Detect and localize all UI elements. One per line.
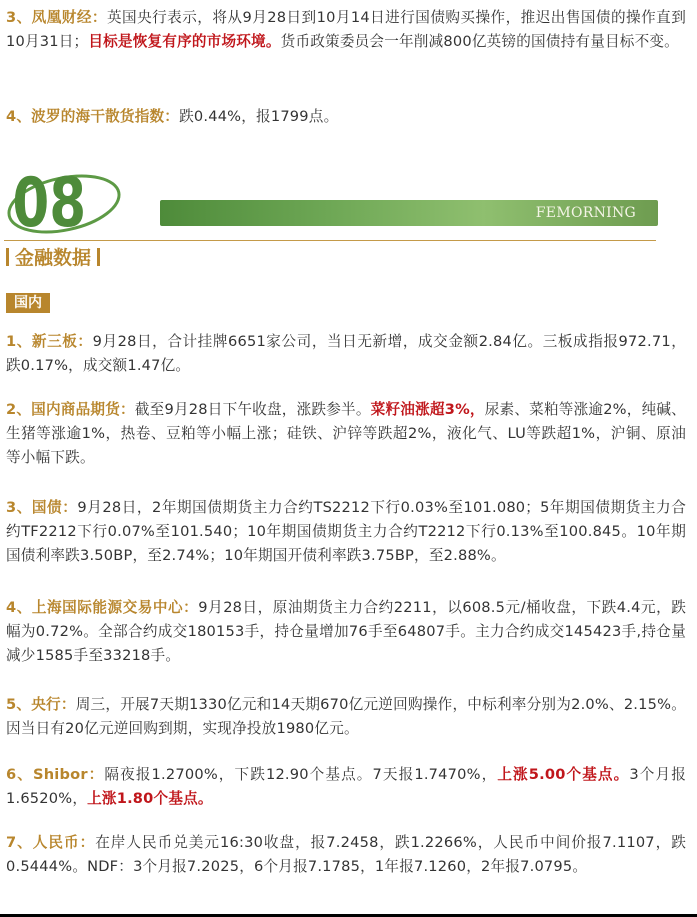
- title-bar-right: [97, 248, 100, 266]
- section-title-text: 金融数据: [15, 247, 92, 269]
- title-bar-left: [6, 248, 9, 266]
- item-highlight: 上涨5.00个基点。: [497, 766, 630, 783]
- item-text: 隔夜报1.2700%，下跌12.90个基点。7天报1.7470%，: [104, 766, 498, 783]
- banner-bar: [160, 200, 658, 226]
- list-item: [6, 398, 686, 470]
- item-text: 9月28日，原油期货主力合约2211，以608.5元/桶收盘，下跌4.4元，跌幅为0.72%。全部合约成交180153手，持仓量增加76手至64807手。主力合约成交145423手,持仓量减少1585手至33218手。: [6, 599, 686, 664]
- item-text: 货币政策委员会一年削减800亿英镑的国债持有量目标不变。: [280, 33, 679, 50]
- item-lead: 4、波罗的海干散货指数：: [6, 108, 180, 125]
- item-baltic: [6, 105, 686, 129]
- item-text: 尿素、菜粕等涨逾2%，纯碱、生猪等涨逾1%，热卷、豆粕等小幅上涨；硅铁、沪锌等跌超2%，液化气、LU等跌超1%，沪铜、原油等小幅下跌。: [6, 401, 686, 466]
- divider: [4, 240, 656, 241]
- list-item: [6, 596, 686, 668]
- list-item: [6, 831, 686, 879]
- banner-brand-text: FEMORNING: [535, 205, 636, 221]
- item-highlight: 目标是恢复有序的市场环境。: [88, 33, 281, 50]
- item-highlight: 上涨1.80个基点。: [87, 790, 213, 807]
- item-lead: 3、凤凰财经：: [6, 9, 107, 26]
- item-lead: 5、央行：: [6, 696, 76, 713]
- item-text: 9月28日，合计挂牌6651家公司，当日无新增，成交金额2.84亿。三板成指报972.71，跌0.17%，成交额1.47亿。: [6, 333, 686, 374]
- list-item: [6, 763, 686, 811]
- category-tag: 国内: [6, 293, 50, 313]
- item-text: 3个月报1.6520%，: [6, 766, 686, 807]
- section-number: 08: [12, 163, 87, 238]
- item-lead: 4、上海国际能源交易中心：: [6, 599, 199, 616]
- item-text: 在岸人民币兑美元16:30收盘，报7.2458，跌1.2266%，人民币中间价报7.1107，跌0.5444%。NDF：3个月报7.2025，6个月报7.1785，1年报7.1260，2年报7.0795。: [6, 834, 687, 875]
- item-highlight: 菜籽油涨超3%，: [370, 401, 485, 418]
- list-item: [6, 330, 686, 378]
- item-fenghuang: [6, 6, 686, 54]
- item-text: 截至9月28日下午收盘，涨跌参半。: [134, 401, 371, 418]
- list-item: [6, 693, 686, 741]
- item-lead: 7、人民币：: [6, 834, 96, 851]
- item-text: 9月28日，2年期国债期货主力合约TS2212下行0.03%至101.080；5年期国债期货主力合约TF2212下行0.07%至101.540；10年期国债期货主力合约T2212下行0.13%至100.845。10年期国债利率跌3.50BP，至2.74%；10年期国开债利率跌3.75BP，至2.88%。: [6, 499, 686, 564]
- item-text: 跌0.44%，报1799点。: [179, 108, 339, 125]
- section-banner: [4, 160, 656, 246]
- item-lead: 2、国内商品期货：: [6, 401, 135, 418]
- item-lead: 3、国债：: [6, 499, 78, 516]
- section-number-graphic: [4, 160, 134, 238]
- section-title: [6, 245, 100, 271]
- item-lead: 6、Shibor：: [6, 766, 105, 783]
- item-lead: 1、新三板：: [6, 333, 93, 350]
- item-text: 周三，开展7天期1330亿元和14天期670亿元逆回购操作，中标利率分别为2.0%、2.15%。因当日有20亿元逆回购到期，实现净投放1980亿元。: [6, 696, 687, 737]
- list-item: [6, 496, 686, 568]
- item-text: 英国央行表示，将从9月28日到10月14日进行国债购买操作，推迟出售国债的操作直到10月31日；: [6, 9, 686, 50]
